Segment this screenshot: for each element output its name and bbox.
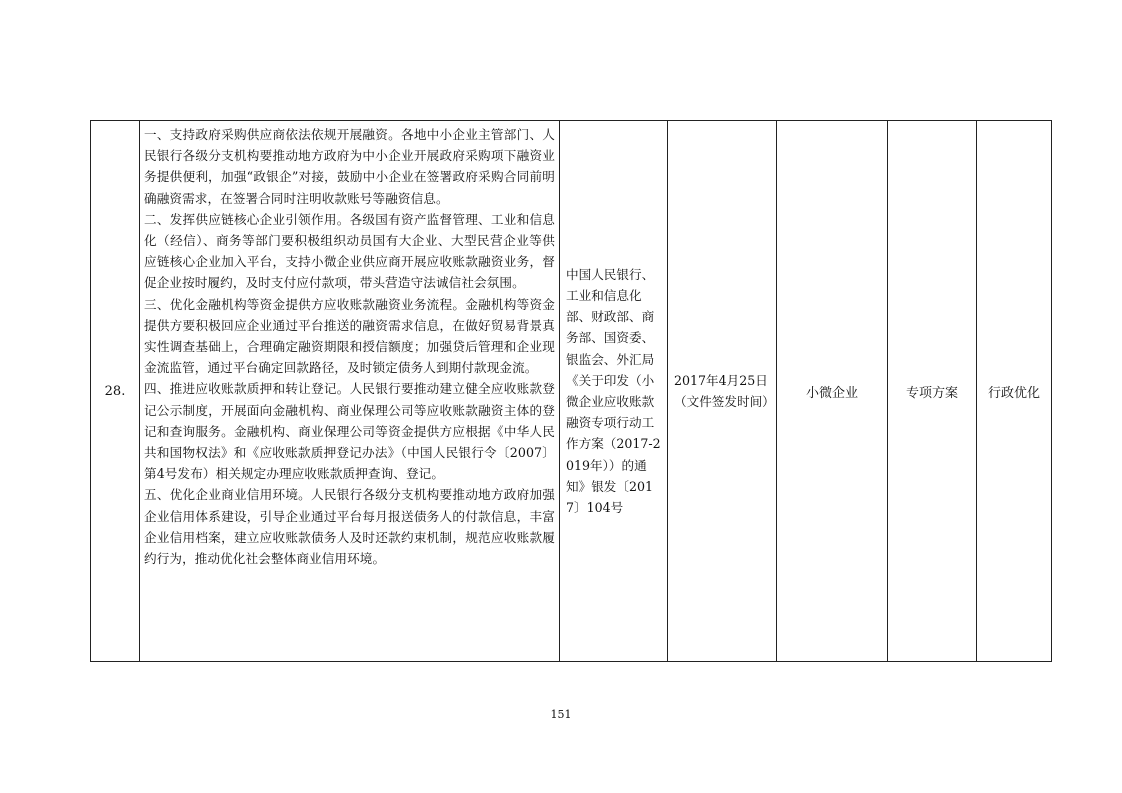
target-cell: [777, 121, 888, 662]
target-group: 小微企业: [805, 385, 858, 401]
date-cell: [668, 121, 777, 662]
content-paragraph-2: 二、发挥供应链核心企业引领作用。各级国有资产监督管理、工业和信息化（经信）、商务等部门要积极组织动员国有大企业、大型民营企业等供应链核心企业加入平台，支持小微企业供应商开展应收账款融资业务，督促企业按时履约，及时支付应付款项，带头营造守法诚信社会氛围。: [144, 211, 555, 291]
policy-category: 行政优化: [987, 385, 1040, 401]
content-paragraph-1: 一、支持政府采购供应商依法依规开展融资。各地中小企业主管部门、人民银行各级分支机构要推动地方政府为中小企业开展政府采购项下融资业务提供便利，加强“政银企”对接，鼓励中小企业在签署政府采购合同前明确融资需求，在签署合同时注明收款账号等融资信息。: [144, 127, 555, 206]
type-cell: [888, 121, 977, 662]
issue-date: 2017年4月25日（文件签发时间）: [674, 372, 775, 409]
row-index-cell: [91, 121, 140, 662]
content-paragraph-4: 四、推进应收账款质押和转让登记。人民银行要推动建立健全应收账款登记公示制度，开展面向金融机构、商业保理公司等应收账款融资主体的登记和查询服务。金融机构、商业保理公司等资金提供方应根据《中华人民共和国物权法》和《应收账款质押登记办法》（中国人民银行令〔2007〕第4号发布）相关规定办理应收账款质押查询、登记。: [144, 381, 555, 482]
policy-type: 专项方案: [905, 385, 958, 401]
category-cell: [977, 121, 1052, 662]
issuer-and-document: 中国人民银行、工业和信息化部、财政部、商务部、国资委、银监会、外汇局《关于印发（小微企业应收账款融资专项行动工作方案（2017-2019年））的通知》银发〔2017〕104号: [566, 266, 661, 516]
policy-table: [90, 120, 1052, 662]
content-paragraph-3: 三、优化金融机构等资金提供方应收账款融资业务流程。金融机构等资金提供方要积极回应企业通过平台推送的融资需求信息，在做好贸易背景真实性调查基础上，合理确定融资期限和授信额度；加强贷后管理和企业现金流监管，通过平台确定回款路径，及时锁定债务人到期付款现金流。: [144, 296, 555, 376]
policy-content-cell: [140, 121, 560, 662]
row-index: 28.: [104, 383, 126, 399]
page-number: 151: [550, 708, 572, 721]
content-paragraph-5: 五、优化企业商业信用环境。人民银行各级分支机构要推动地方政府加强企业信用体系建设，引导企业通过平台每月报送债务人的付款信息，丰富企业信用档案，建立应收账款债务人及时还款约束机制，规范应收账款履约行为，推动优化社会整体商业信用环境。: [144, 487, 555, 567]
issuer-cell: [560, 121, 668, 662]
table-row: [91, 121, 1052, 662]
